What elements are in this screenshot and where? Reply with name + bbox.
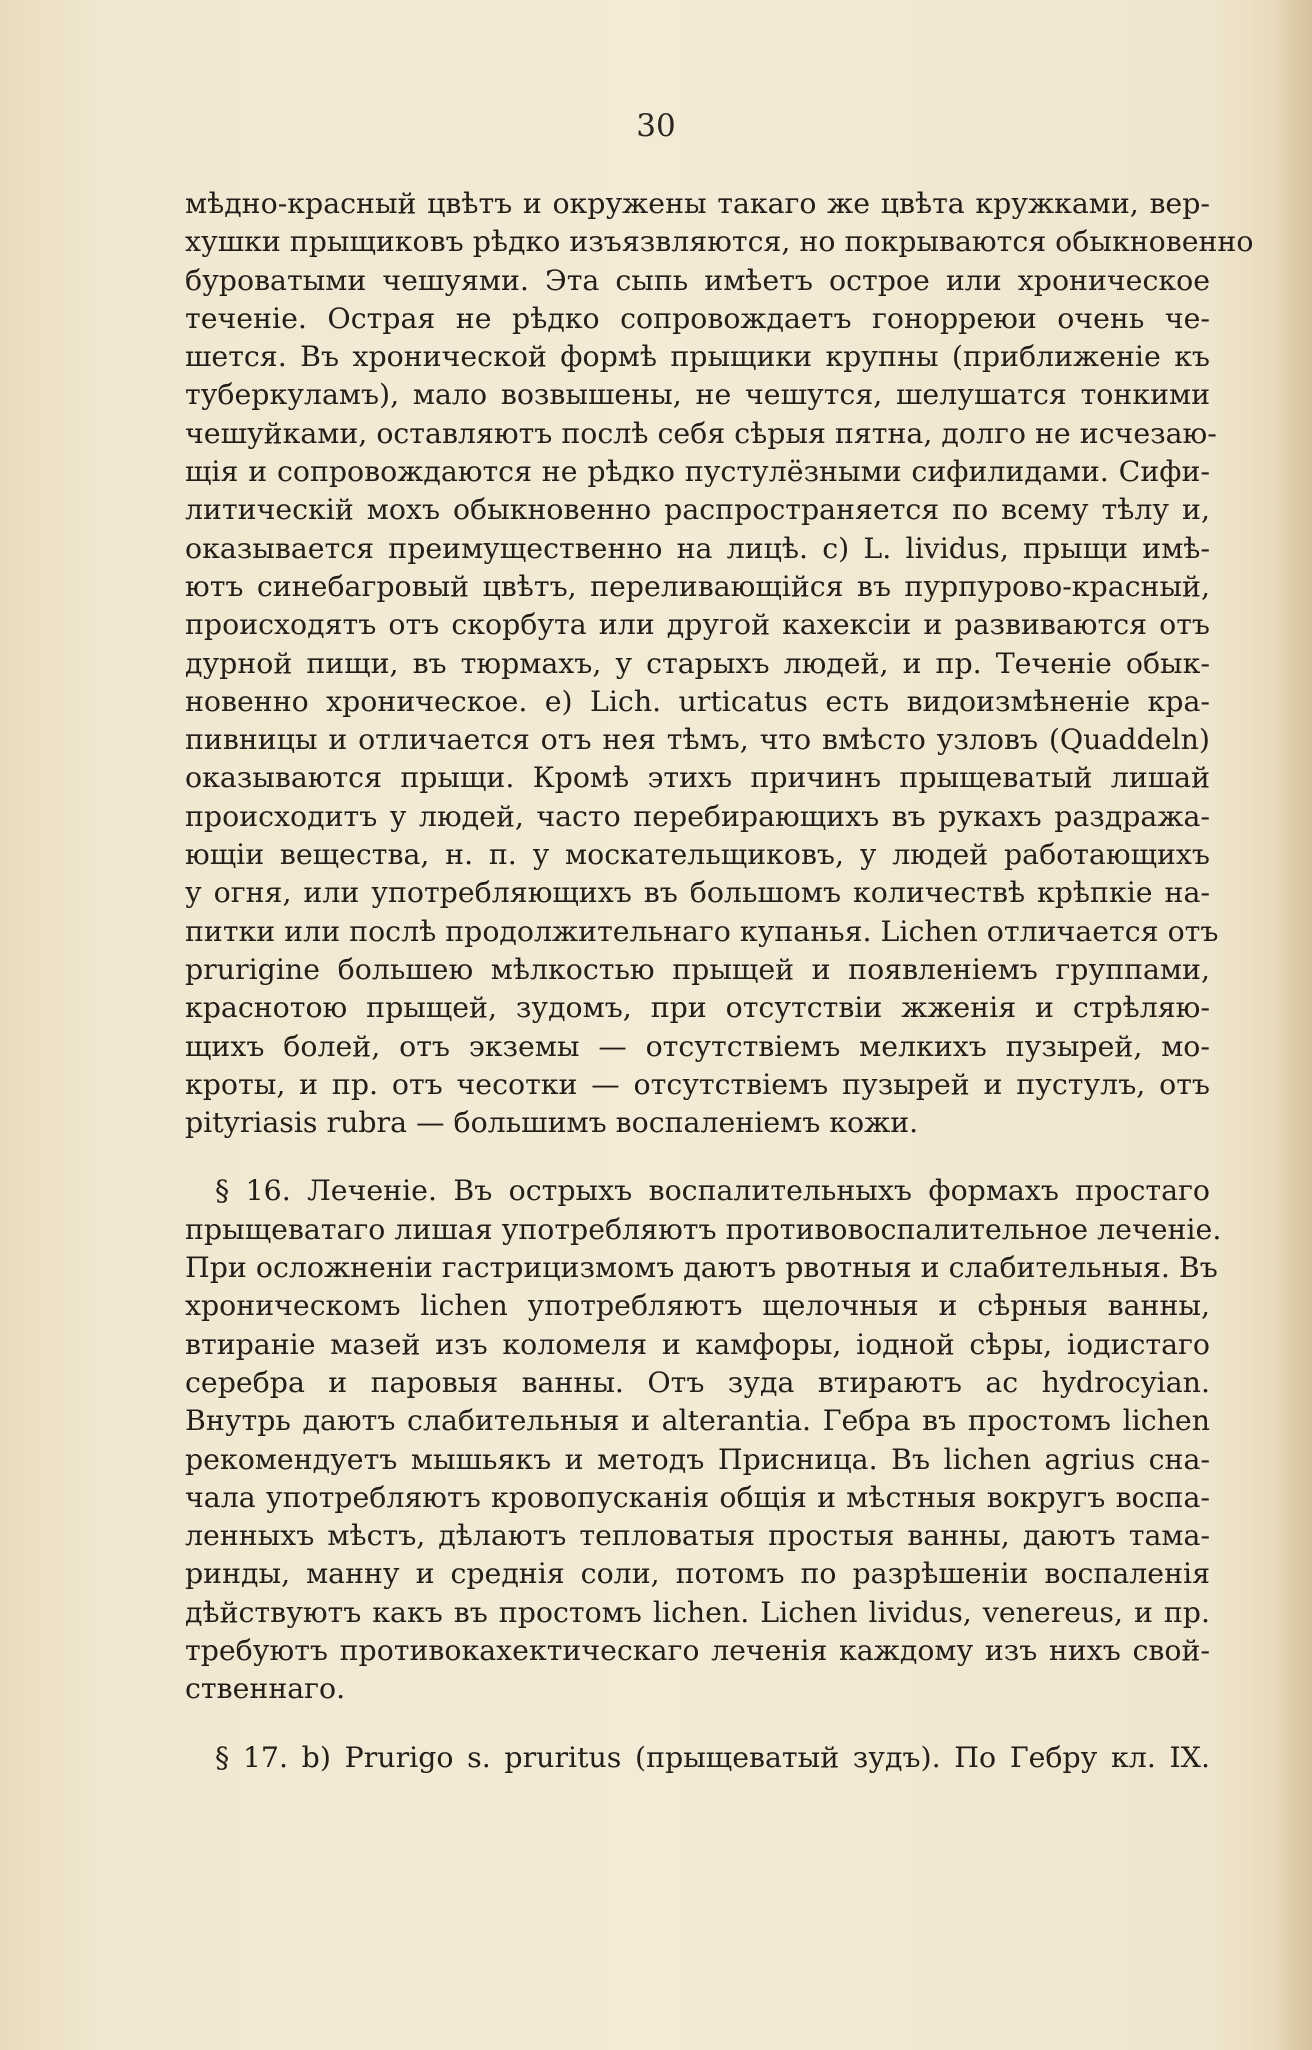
text-line: кроты, и пр. отъ чесотки — отсутствіемъ пузырей и пустулъ, отъ [185,1067,1210,1101]
text-line: дѣйствуютъ какъ въ простомъ lichen. Lichen lividus, venereus, и пр. [185,1595,1210,1629]
paragraph-treatment [185,1172,1222,1708]
text-line: оказывается преимущественно на лицѣ. c) L. lividus, прыщи имѣ- [185,531,1210,565]
text-line: происходитъ у людей, часто перебирающихъ въ рукахъ раздража- [185,799,1210,833]
text-line: prurigine большею мѣлкостью прыщей и появленіемъ группами, [185,952,1210,986]
text-line: буроватыми чешуями. Эта сыпь имѣетъ острое или хроническое [185,263,1210,297]
text-line: мѣдно-красный цвѣтъ и окружены такаго же цвѣта кружками, вер- [185,187,1210,220]
paragraph-prurigo-heading [185,1739,1210,1777]
text-line: оказываются прыщи. Кромѣ этихъ причинъ прыщеватый лишай [185,761,1210,795]
text-line: хроническомъ lichen употребляютъ щелочныя и сѣрныя ванны, [185,1289,1210,1323]
text-line: чешуйками, оставляютъ послѣ себя сѣрыя пятна, долго не исчезаю- [185,416,1217,450]
text-line: краснотою прыщей, зудомъ, при отсутствіи жженія и стрѣляю- [185,991,1210,1025]
text-line: хушки прыщиковъ рѣдко изъязвляются, но покрываются обыкновенно [185,225,1254,259]
text-line: у огня, или употребляющихъ въ большомъ количествѣ крѣпкіе на- [185,876,1210,910]
text-line: серебра и паровыя ванны. Отъ зуда втираютъ ac hydrocyian. [185,1365,1210,1399]
text-line: втираніе мазей изъ коломеля и камфоры, іодной сѣры, іодистаго [185,1327,1210,1361]
text-line: литическій мохъ обыкновенно распространяется по всему тѣлу и, [185,493,1210,527]
text-line: чала употребляютъ кровопусканія общія и мѣстныя вокругъ воспа- [185,1480,1210,1514]
text-line: прыщеватаго лишая употребляютъ противовоспалительное леченіе. [185,1212,1222,1246]
text-line: щія и сопровождаются не рѣдко пустулёзными сифилидами. Сифи- [185,455,1210,489]
text-line: Внутрь даютъ слабительныя и alterantia. Гебра въ простомъ lichen [185,1404,1210,1438]
text-line: теченіе. Острая не рѣдко сопровождаетъ гонорреюи очень че- [185,301,1210,335]
text-line: ющіи вещества, н. п. у москательщиковъ, у людей работающихъ [185,838,1210,872]
paragraph-lichen-description [185,185,1254,1142]
text-line: При осложненіи гастрицизмомъ даютъ рвотныя и слабительныя. Въ [185,1251,1218,1285]
text-line: ринды, манну и среднія соли, потомъ по разрѣшеніи воспаленія [185,1557,1210,1591]
text-line: рекомендуетъ мышьякъ и методъ Присница. Въ lichen agrius сна- [185,1442,1210,1476]
text-line: § 17. b) Prurigo s. pruritus (прыщеватый зудъ). По Гебру кл. IX. [215,1740,1210,1774]
text-line: pityriasis rubra — большимъ воспаленіемъ кожи. [185,1106,919,1140]
text-line: шется. Въ хронической формѣ прыщики крупны (приближеніе къ [185,340,1210,374]
text-line: пивницы и отличается отъ нея тѣмъ, что вмѣсто узловъ (Quaddeln) [185,723,1210,757]
text-line: требуютъ противокахектическаго леченія каждому изъ нихъ свой- [185,1633,1210,1667]
text-line: ютъ синебагровый цвѣтъ, переливающійся въ пурпурово-красный, [185,569,1210,603]
page-number: 30 [636,108,676,144]
text-line: туберкуламъ), мало возвышены, не чешутся, шелушатся тонкими [185,378,1210,412]
text-line: ленныхъ мѣстъ, дѣлаютъ тепловатыя простыя ванны, даютъ тама- [185,1519,1210,1553]
text-line: новенно хроническое. e) Lich. urticatus есть видоизмѣненіе кра- [185,684,1210,718]
text-line: щихъ болей, отъ экземы — отсутствіемъ мелкихъ пузырей, мо- [185,1029,1210,1063]
text-line: § 16. Леченіе. Въ острыхъ воспалительныхъ формахъ простаго [215,1174,1210,1208]
body-text [185,185,1254,1777]
text-line: питки или послѣ продолжительнаго купанья. Lichen отличается отъ [185,914,1219,948]
text-line: происходятъ отъ скорбута или другой кахексіи и развиваются отъ [185,608,1210,642]
page-edge-shadow [1272,0,1312,2050]
text-line: дурной пищи, въ тюрмахъ, у старыхъ людей, и пр. Теченіе обык- [185,646,1210,680]
text-line: ственнаго. [185,1672,346,1706]
